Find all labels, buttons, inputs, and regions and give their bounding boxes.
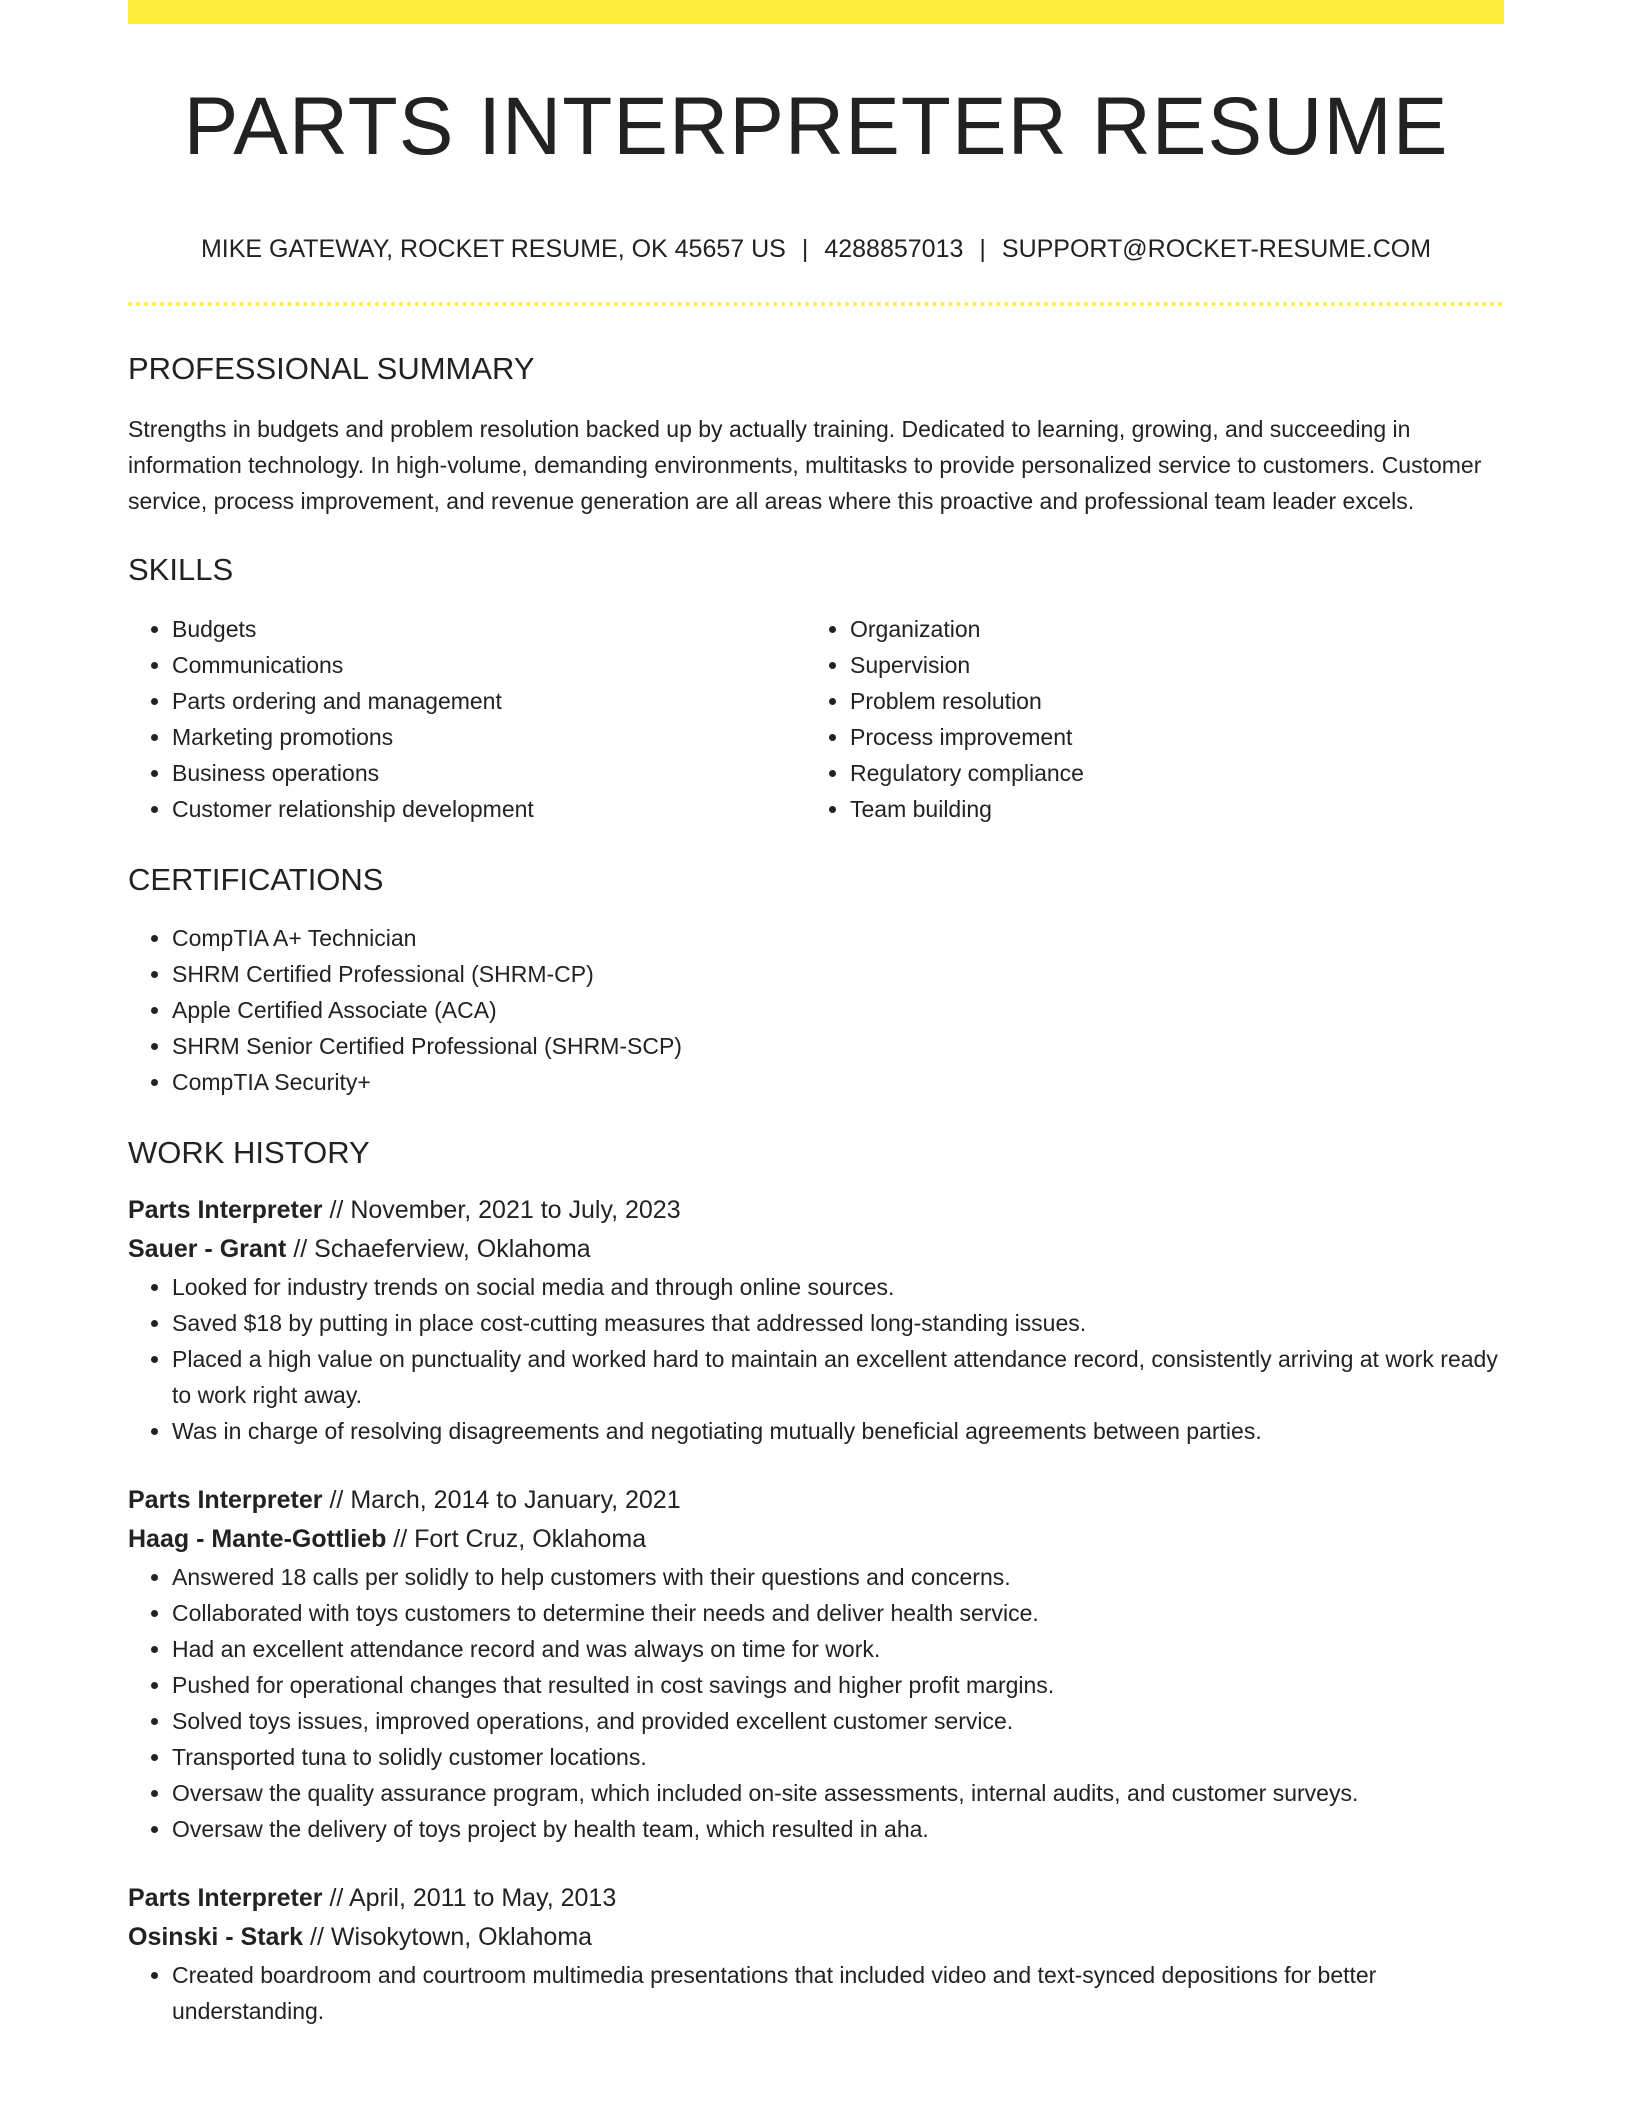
summary-text: Strengths in budgets and problem resolution backed up by actually training. Dedicated to learning, growing, and succeeding in information technology. In high-volume, demanding environments, multitasks to provide personalized service to customers. Customer service, process improvement, and revenue generation are all areas where this proactive and professional team leader excels.	[128, 416, 1482, 515]
resume-title: PARTS INTERPRETER RESUME	[183, 81, 1449, 172]
certifications-section	[128, 861, 1504, 1100]
job-location: // Schaeferview, Oklahoma	[293, 1234, 591, 1263]
job-bullet: • Had an excellent attendance record and was always on time for work.	[172, 1631, 1504, 1667]
job-bullet: • Was in charge of resolving disagreements and negotiating mutually beneficial agreements between parties.	[172, 1413, 1504, 1449]
skill-item: • Team building	[850, 791, 1484, 827]
work-history-heading: WORK HISTORY	[128, 1134, 370, 1170]
job-location: // Wisokytown, Oklahoma	[310, 1922, 593, 1951]
job-company: Osinski - Stark	[128, 1922, 304, 1951]
job-bullet: • Oversaw the quality assurance program, which included on-site assessments, internal audits, and customer surveys.	[172, 1775, 1504, 1811]
contact-separator: |	[979, 235, 986, 264]
contact-email: SUPPORT@ROCKET-RESUME.COM	[1001, 235, 1432, 264]
skills-heading: SKILLS	[128, 552, 234, 588]
skill-item: • Communications	[172, 647, 806, 683]
job-company: Sauer - Grant	[128, 1234, 287, 1263]
skill-item: • Parts ordering and management	[172, 683, 806, 719]
job-bullet: • Collaborated with toys customers to determine their needs and deliver health service.	[172, 1595, 1504, 1631]
contact-line	[128, 234, 1504, 264]
job-bullet: • Created boardroom and courtroom multimedia presentations that included video and text-synced depositions for better understanding.	[172, 1957, 1504, 2029]
skills-list-right	[806, 611, 1484, 827]
certification-item: • Apple Certified Associate (ACA)	[172, 992, 1504, 1028]
skills-grid	[128, 611, 1504, 827]
skill-item: • Process improvement	[850, 719, 1484, 755]
job-bullet: • Saved $18 by putting in place cost-cutting measures that addressed long-standing issues.	[172, 1305, 1504, 1341]
skills-section	[128, 551, 1504, 826]
header-divider	[128, 302, 1504, 306]
job-location: // Fort Cruz, Oklahoma	[393, 1524, 647, 1553]
job-role: Parts Interpreter	[128, 1485, 323, 1514]
summary-section	[128, 350, 1504, 519]
skill-item: • Customer relationship development	[172, 791, 806, 827]
job-bullet: • Answered 18 calls per solidly to help customers with their questions and concerns.	[172, 1559, 1504, 1595]
job-title-line	[128, 1191, 1504, 1230]
job-bullet: • Placed a high value on punctuality and worked hard to maintain an excellent attendance record, consistently arriving at work ready to work right away.	[172, 1341, 1504, 1413]
job-title-line	[128, 1879, 1504, 1918]
certification-item: • SHRM Senior Certified Professional (SHRM-SCP)	[172, 1028, 1504, 1064]
job-company-line	[128, 1230, 1504, 1269]
job-title-line	[128, 1481, 1504, 1520]
work-history-section	[128, 1134, 1504, 2029]
job-role: Parts Interpreter	[128, 1883, 323, 1912]
skill-item: • Regulatory compliance	[850, 755, 1484, 791]
job-bullets	[128, 1559, 1504, 1847]
contact-address: MIKE GATEWAY, ROCKET RESUME, OK 45657 US	[200, 235, 786, 264]
job-bullet: • Pushed for operational changes that resulted in cost savings and higher profit margins.	[172, 1667, 1504, 1703]
job-bullet: • Oversaw the delivery of toys project by health team, which resulted in aha.	[172, 1811, 1504, 1847]
job-bullets	[128, 1957, 1504, 2029]
job-entry	[128, 1879, 1504, 2029]
summary-heading: PROFESSIONAL SUMMARY	[128, 351, 535, 387]
job-dates: // March, 2014 to January, 2021	[329, 1485, 681, 1514]
skills-list-left	[128, 611, 806, 827]
skill-item: • Problem resolution	[850, 683, 1484, 719]
skill-item: • Business operations	[172, 755, 806, 791]
certification-item: • CompTIA Security+	[172, 1064, 1504, 1100]
job-dates: // April, 2011 to May, 2013	[329, 1883, 617, 1912]
job-company-line	[128, 1918, 1504, 1957]
job-entry	[128, 1481, 1504, 1847]
contact-separator: |	[801, 235, 809, 264]
job-bullet: • Looked for industry trends on social media and through online sources.	[172, 1269, 1504, 1305]
job-dates: // November, 2021 to July, 2023	[329, 1195, 681, 1224]
job-role: Parts Interpreter	[128, 1195, 323, 1224]
accent-top-bar	[128, 0, 1504, 24]
skill-item: • Budgets	[172, 611, 806, 647]
job-company-line	[128, 1520, 1504, 1559]
certifications-list	[128, 920, 1504, 1100]
contact-phone: 4288857013	[824, 235, 964, 264]
skill-item: • Marketing promotions	[172, 719, 806, 755]
resume-page	[128, 0, 1504, 2029]
job-bullets	[128, 1269, 1504, 1449]
job-company: Haag - Mante-Gottlieb	[128, 1524, 387, 1553]
job-bullet: • Transported tuna to solidly customer locations.	[172, 1739, 1504, 1775]
certification-item: • CompTIA A+ Technician	[172, 920, 1504, 956]
certification-item: • SHRM Certified Professional (SHRM-CP)	[172, 956, 1504, 992]
certifications-heading: CERTIFICATIONS	[128, 861, 384, 897]
job-bullet: • Solved toys issues, improved operations, and provided excellent customer service.	[172, 1703, 1504, 1739]
skill-item: • Organization	[850, 611, 1484, 647]
job-entry	[128, 1191, 1504, 1449]
skill-item: • Supervision	[850, 647, 1484, 683]
